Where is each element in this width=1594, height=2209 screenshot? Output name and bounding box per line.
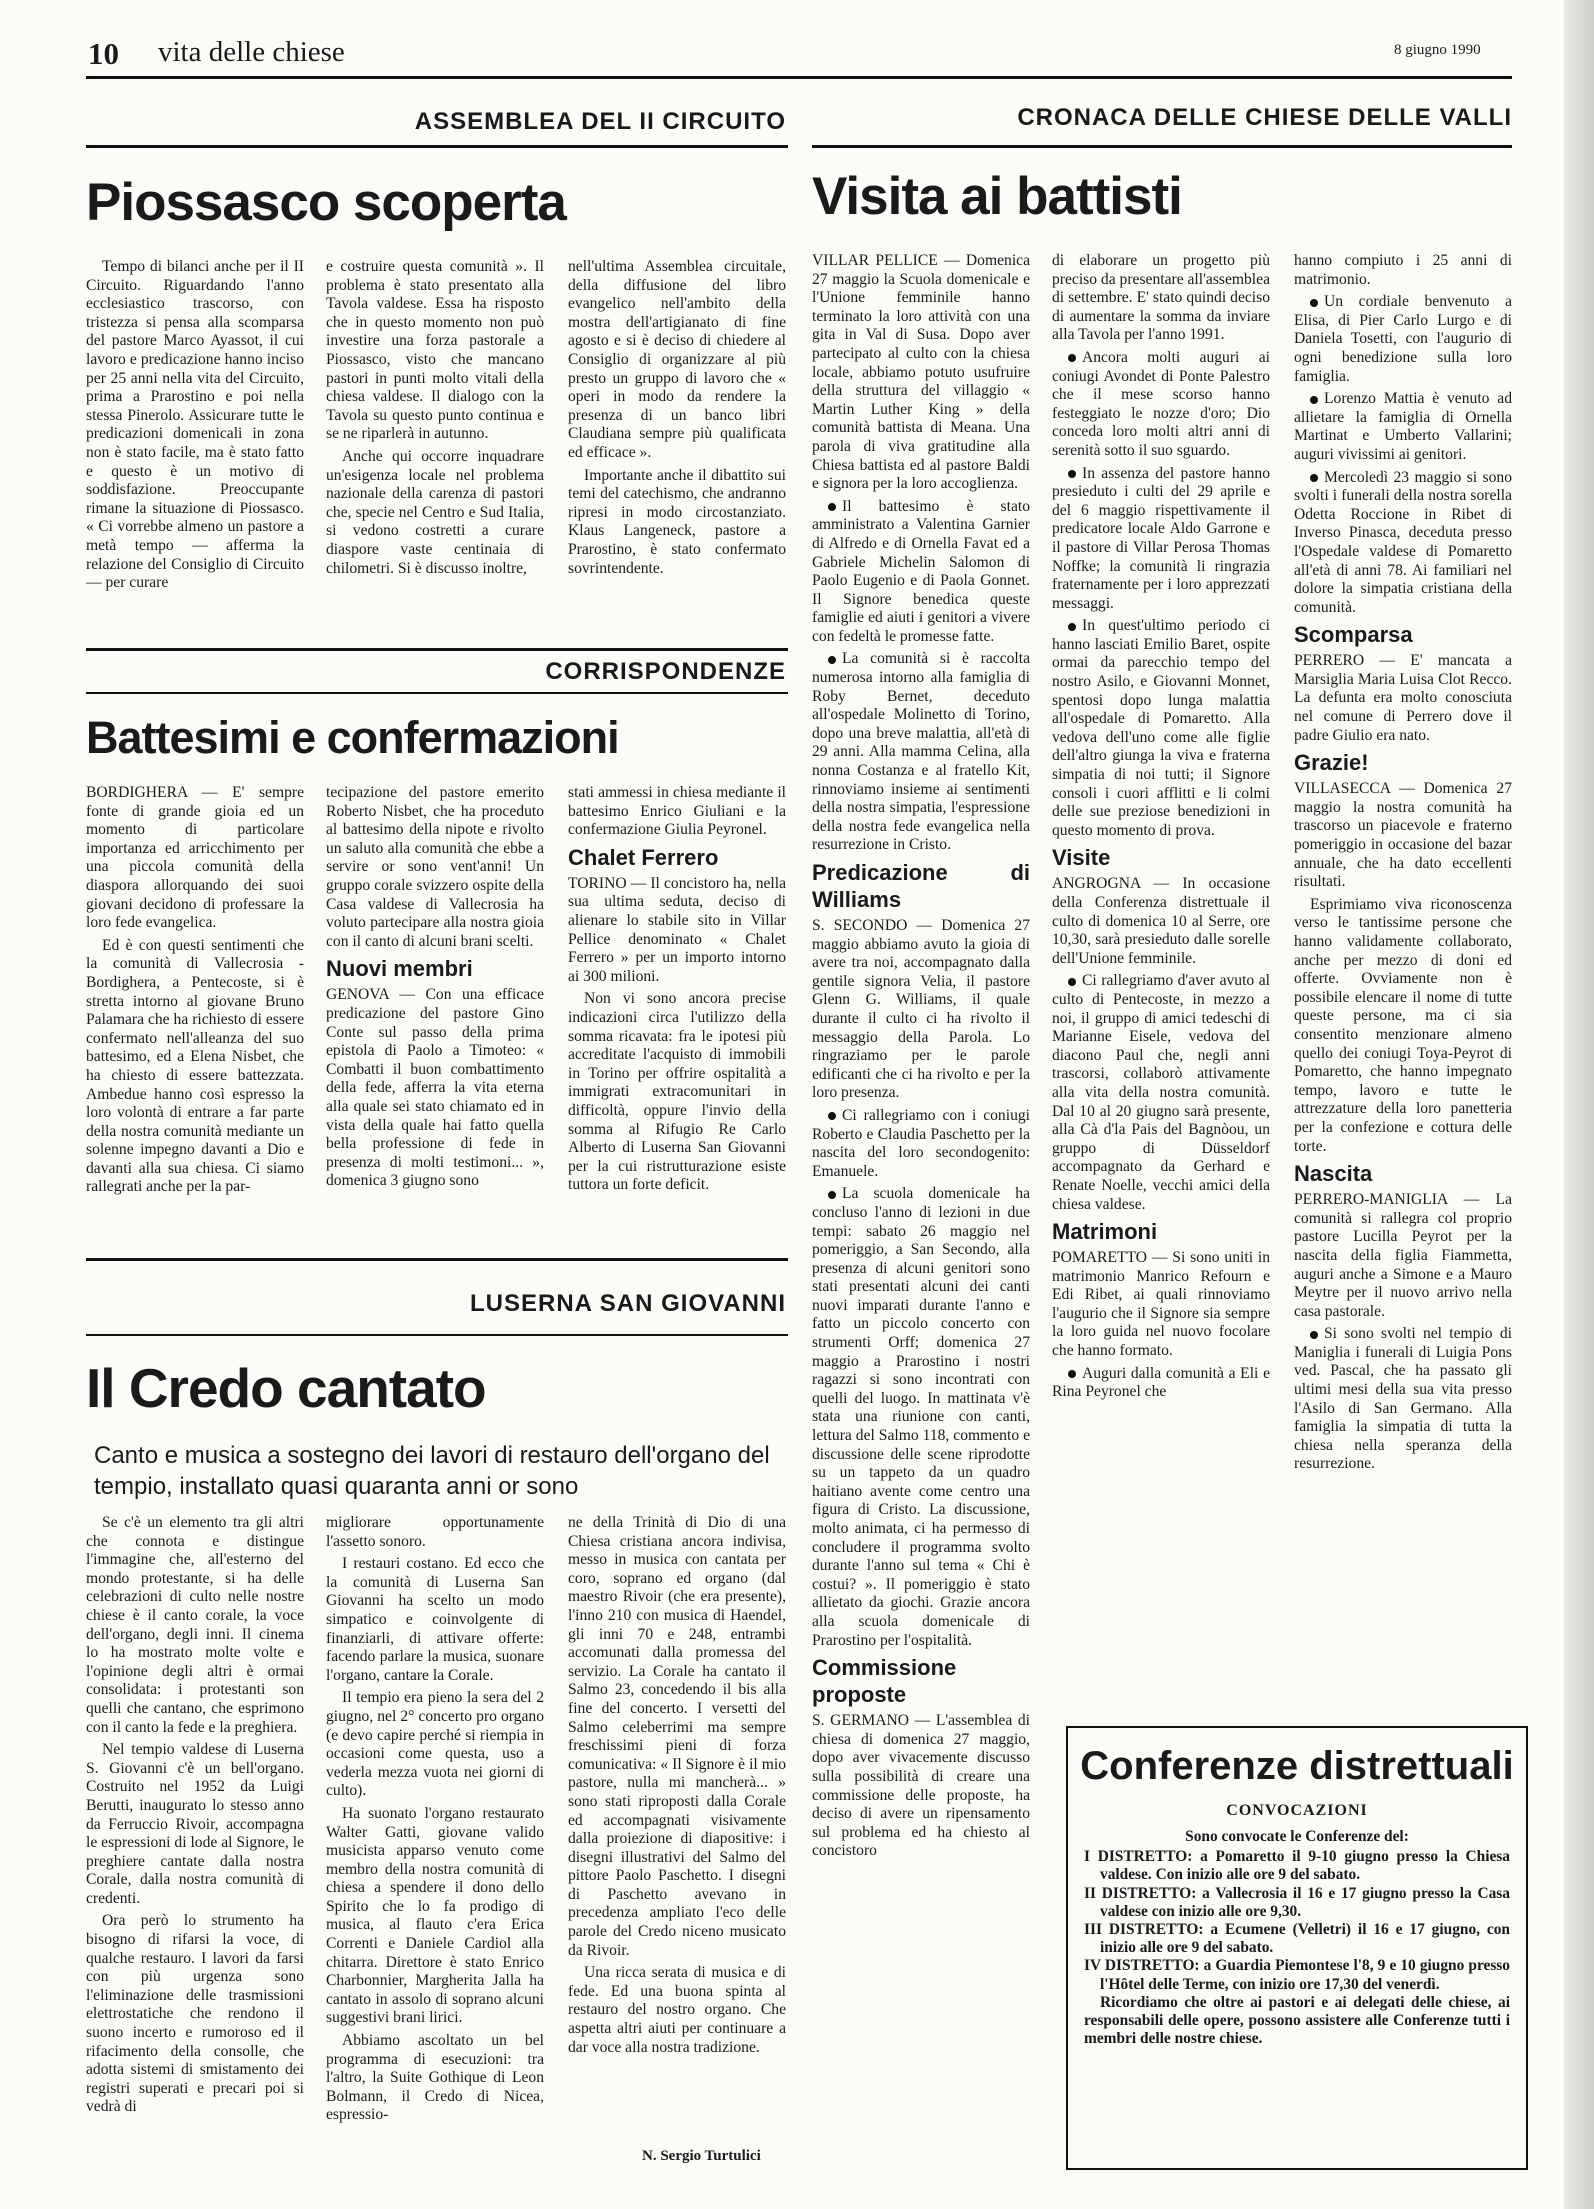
rule-luserna <box>86 1334 788 1336</box>
bullet-icon <box>1310 299 1318 307</box>
kicker-luserna: LUSERNA SAN GIOVANNI <box>469 1290 786 1317</box>
subhead-commissione: Commissione proposte <box>812 1655 957 1708</box>
subhead-williams: Predicazione di Williams <box>812 860 1030 912</box>
art4-col1: VILLAR PELLICE — Domenica 27 maggio la Scuola domenicale e l'Unione femminile hanno terminato la loro attività con una gita in Val di Susa. Dopo aver partecipato al culto con la chiesa locale, abbiamo potuto usufruire della struttura del villaggio « Martin Luther King » della comunità battista di Meana. Una parola di viva gratitudine alla Chiesa battista ed al pastore Baldi e signora per la loro accoglienza. Il battesimo è stato amministrato a Valentina Garnier di Alfredo e di Ornella Favat ed a Gabriele Michelin Salomon di Paolo Eugenio e di Paola Gonnet. Il Signore benedica queste famiglie ed aiuti i genitori a vivere con fedeltà le promesse fatte. La comunità si è raccolta numerosa intorno alla famiglia di Roby Bernet, deceduto all'ospedale Molinetto di Torino, dopo una breve malattia, all'età di 29 anni. Alla mamma Celina, alla nonna Costanza e al fratello Kit, rinnoviamo insieme ai sentimenti della nostra simpatia, l'espressione della nostra fede evangelica nella resurrezione in Cristo. Predicazione di Williams S. SECONDO — Domenica 27 maggio abbiamo avuto la gioia di avere tra noi, accompagnato dalla gentile signora Velia, il pastore Glenn G. Williams, il quale durante il culto ci ha rivolto il messaggio della Parola. Lo ringraziamo per le parole edificanti che ci ha rivolto e per la loro presenza. Ci rallegriamo con i coniugi Roberto e Claudia Paschetto per la nascita del loro secondogenito: Emanuele. La scuola domenicale ha concluso l'anno di lezioni in due tempi: sabato 26 maggio nel pomeriggio, a San Secondo, alla presenza di alcuni genitori sono stati presentati alcuni dei canti nuovi imparati durante l'anno e fatto un piccolo concerto con strumenti Orff; domenica 27 maggio a Prarostino i nostri ragazzi si sono incontrati con quelli del luogo. In mattinata v'è stata una riunione con canti, lettura del Salmo 118, commento e discussione delle scene riprodotte su un tappeto da un quadro haitiano avente come centro una figura di Cristo. La discussione, molto animata, ci ha permesso di concludere il programma svolto durante l'anno sul tema « Chi è costui? ». Il pomeriggio è stato allietato da giochi. Grazie ancora alla scuola domenicale di Prarostino per l'ospitalità. Commissione proposte S. GERMANO — L'assemblea di chiesa di domenica 27 maggio, dopo aver vivacemente discusso sulla possibilità di creare una commissione delle proposte, ha deciso di avere un ripensamento sul problema ed ha chiesto al concistoro <box>812 252 1030 1860</box>
issue-date: 8 giugno 1990 <box>1394 42 1481 58</box>
subhead-nascita: Nascita <box>1294 1161 1373 1187</box>
rule-luserna-top <box>86 1258 788 1261</box>
bullet-icon <box>1068 1370 1076 1378</box>
rule-corrispondenze <box>86 692 788 694</box>
headline-credo: Il Credo cantato <box>86 1357 486 1419</box>
page-number: 10 <box>88 36 119 71</box>
bullet-icon <box>1310 474 1318 482</box>
subhead-chalet-ferrero: Chalet Ferrero <box>568 844 719 870</box>
bullet-icon <box>1310 396 1318 404</box>
art3-col1: Se c'è un elemento tra gli altri che connota e distingue l'immagine che, all'esterno del mondo protestante, si ha delle celebrazioni di culto nelle nostre chiese è il canto corale, la voce dell'organo, degli inni. Il cinema lo ha mostrato molte volte e l'opinione degli altri è ormai consolidata: i protestanti son quelli che cantano, che esprimono con il canto la fede e la preghiera. Nel tempio valdese di Luserna S. Giovanni c'è un bell'organo. Costruito nel 1952 da Luigi Berutti, inaugurato lo stesso anno da Ferruccio Rivoir, accompagna le espressioni di lode al Signore, le preghiere cantate dalla nostra Corale, dalla nostra comunità di credenti. Ora però lo strumento ha bisogno di rifarsi la voce, di qualche restauro. I lavori da farsi con più urgenza sono l'eliminazione delle trasmissioni elettrostatiche che rendono il suono incerto e rumoroso ed il rifacimento della consolle, che adotta sistemi di smistamento dei registri superati e precari poi si vedrà di <box>86 1514 304 2116</box>
subhead-matrimoni: Matrimoni <box>1052 1219 1158 1245</box>
bullet-icon <box>828 656 836 664</box>
bullet-icon <box>1310 1331 1318 1339</box>
kicker-assemblea: ASSEMBLEA DEL II CIRCUITO <box>414 108 786 135</box>
subhead-grazie: Grazie! <box>1294 750 1369 776</box>
art2-col2: tecipazione del pastore emerito Roberto Nisbet, che ha proceduto al battesimo della nipote e rivolto un saluto alla comunità che ebbe a servire or sono vent'anni! Un gruppo corale svizzero ospite della Casa valdese di Vallecrosia ha voluto partecipare alla nostra gioia con il canto di alcuni brani scelti. Nuovi membri GENOVA — Con una efficace predicazione del pastore Gino Conte sul passo della prima epistola di Paolo a Timoteo: « Combatti il buon combattimento della fede, afferra la vita eterna alla quale sei stato chiamato ed in vista della quale hai fatto quella bella professione di fede in presenza di molti testimoni... », domenica 3 giugno sono <box>326 784 544 1190</box>
conferenze-box <box>1066 1726 1528 2170</box>
art4-col2: di elaborare un progetto più preciso da presentare all'assemblea di settembre. E' stato quindi deciso di aumentare la somma da inviare alla Tavola per l'anno 1991. Ancora molti auguri ai coniugi Avondet di Ponte Palestro che il mese scorso hanno festeggiato le nozze d'oro; Dio conceda loro molti altri anni di serenità sotto il suo sguardo. In assenza del pastore hanno presieduto i culti del 29 aprile e del 6 maggio rispettivamente il predicatore locale Aldo Garrone e il pastore di Villar Perosa Thomas Noffke; la comunità li ringrazia fraternamente per i loro apprezzati messaggi. In quest'ultimo periodo ci hanno lasciati Emilio Baret, ospite ormai da parecchio tempo del nostro Asilo, e Giovanni Monnet, spentosi dopo lunga malattia all'ospedale di Pomaretto. Alla vedova dell'uno come alle figlie dell'altro giunga la viva e fraterna simpatia di noi tutti; il Signore consoli i cuori afflitti e li colmi delle sue preziose benedizioni in questo momento di prova. Visite ANGROGNA — In occasione della Conferenza distrettuale il culto di domenica 10 al Serre, ore 10,30, sarà presieduto dalle sorelle dell'Unione femminile. Ci rallegriamo d'aver avuto al culto di Pentecoste, in mezzo a noi, il gruppo di amici tedeschi di Marianne Eisele, vedova del diacono Paul che, negli anni trascorsi, collaborò attivamente alla vita della nostra comunità. Dal 10 al 20 giugno sarà presente, alla Cà d'la Pais del Bagnòou, un gruppo di Düsseldorf accompagnato da Gerhard e Renate Noelle, vecchi amici della chiesa valdese. Matrimoni POMARETTO — Si sono uniti in matrimonio Manrico Refourn e Edi Ribet, ai quali rinnoviamo l'augurio che il Signore sia sempre la loro guida nel nuovo focolare che hanno formato. Auguri dalla comunità a Eli e Rina Peyronel che <box>1052 252 1270 1401</box>
box-title: Conferenze distrettuali <box>1080 1744 1514 1788</box>
subhead-nuovi-membri: Nuovi membri <box>326 956 473 982</box>
section-title: vita delle chiese <box>158 36 345 68</box>
box-subtitle: CONVOCAZIONI <box>1226 1802 1368 1819</box>
art2-col3: stati ammessi in chiesa mediante il battesimo Enrico Giuliani e la confermazione Giulia Peyronel. Chalet Ferrero TORINO — Il concistoro ha, nella sua ultima seduta, deciso di alienare lo stabile sito in Villar Pellice denominato « Chalet Ferrero » per un importo intorno ai 300 milioni. Non vi sono ancora precise indicazioni circa l'utilizzo della somma ricavata: fra le ipotesi più accreditate l'acquisto di immobili in Torino per offrire ospitalità a immigrati extracomunitari in difficoltà, oppure l'invio della somma al Rifugio Re Carlo Alberto di Luserna San Giovanni per la cui ristrutturazione esiste tuttora un forte deficit. <box>568 784 786 1194</box>
kicker-cronaca: CRONACA DELLE CHIESE DELLE VALLI <box>1017 104 1512 131</box>
headline-visita: Visita ai battisti <box>812 167 1182 226</box>
kicker-corrispondenze: CORRISPONDENZE <box>545 658 786 685</box>
bullet-icon <box>1068 978 1076 986</box>
signature-turtulici: N. Sergio Turtulici <box>642 2148 761 2164</box>
art1-col3: nell'ultima Assemblea circuitale, della diffusione del libro evangelico nell'ambito della mostra dell'artigianato di fine agosto e si è deciso di chiedere al Consiglio di organizzare al più presto un gruppo di lavoro che « operi in modo da rendere la presenza di un banco libri Claudiana sempre più qualificata ed efficace ». Importante anche il dibattito sui temi del catechismo, che andranno ripresi in modo circostanziato. Klaus Langeneck, pastore a Prarostino, è stato confermato sovrintendente. <box>568 258 786 577</box>
bullet-icon <box>828 1112 836 1120</box>
art1-col1: Tempo di bilanci anche per il II Circuito. Riguardando l'anno ecclesiastico trascorso, con tristezza si pensa alla scomparsa del pastore Marco Ayassot, il cui lavoro e predicazione hanno inciso per 25 anni nella vita del Circuito, prima a Prarostino e poi nella stessa Pinerolo. Assicurare tutte le predicazioni domenicali in zona non è stato facile, ma è stato fatto e questo è un motivo di soddisfazione. Preoccupante rimane la situazione di Piossasco. « Ci vorrebbe almeno un pastore a metà tempo — afferma la relazione del Consiglio di Circuito — per curare <box>86 258 304 592</box>
headline-battesimi: Battesimi e confermazioni <box>86 712 619 763</box>
rule-art4 <box>812 145 1512 148</box>
bullet-icon <box>1068 623 1076 631</box>
rule-corrispondenze-top <box>86 648 788 651</box>
subtitle-credo: Canto e musica a sostegno dei lavori di restauro dell'organo del tempio, installato quasi quaranta anni or sono <box>94 1442 770 1500</box>
box-text: Sono convocate le Conferenze del: I DISTRETTO: a Pomaretto il 9-10 giugno presso la Chiesa valdese. Con inizio alle ore 9 del sabato. II DISTRETTO: a Vallecrosia il 16 e 17 giugno presso la Casa valdese con inizio alle ore 9,30. III DISTRETTO: a Ecumene (Velletri) il 16 e 17 giugno, con inizio alle ore 9 del sabato. IV DISTRETTO: a Guardia Piemontese l'8, 9 e 10 giugno presso l'Hôtel delle Terme, con inizio ore 17,30 del venerdì. Ricordiamo che oltre ai pastori e ai delegati delle chiese, ai responsabili delle opere, possono assistere alle Conferenze tutti i membri delle nostre chiese. <box>1084 1828 1510 2048</box>
subhead-scomparsa: Scomparsa <box>1294 622 1413 648</box>
art4-col3: hanno compiuto i 25 anni di matrimonio. Un cordiale benvenuto a Elisa, di Pier Carlo Lurgo e di Daniela Tosetti, con l'augurio di ogni benedizione sulla loro famiglia. Lorenzo Mattia è venuto ad allietare la famiglia di Ornella Martinat e Umberto Vallarini; auguri vivissimi ai genitori. Mercoledì 23 maggio si sono svolti i funerali della nostra sorella Odetta Roccione in Ribet di Inverso Pinasca, deceduta presso l'Ospedale valdese di Pomaretto all'età di anni 78. Ai familiari nel dolore la simpatia cristiana della comunità. Scomparsa PERRERO — E' mancata a Marsiglia Maria Luisa Clot Recco. La defunta era molto conosciuta nel comune di Perrero dove il padre Giulio era nato. Grazie! VILLASECCA — Domenica 27 maggio la nostra comunità ha trascorso un piacevole e fraterno pomeriggio in occasione del bazar annuale, che ha dato eccellenti risultati. Esprimiamo viva riconoscenza verso le tantissime persone che hanno validamente collaborato, anche per mezzo di doni ed offerte. Ovviamente non è possibile elencare il nome di tutte queste persone, ma ci sia consentito menzionare almeno quello dei coniugi Toya-Peyrot di Pomaretto, che hanno impegnato tempo, lavoro e tutte le attrezzature della loro panetteria per la confezione e cottura delle torte. Nascita PERRERO-MANIGLIA — La comunità si rallegra col proprio pastore Lucilla Peyrot per la nascita della figlia Fiammetta, auguri anche a Simone e a Mauro Meytre per il nuovo arrivo nella casa pastorale. Si sono svolti nel tempio di Maniglia i funerali di Luigia Pons ved. Pascal, che ha passato gli ultimi mesi della sua vita presso l'Asilo di San Germano. Alla famiglia la simpatia di tutta la chiesa nella speranza della resurrezione. <box>1294 252 1512 1473</box>
page-edge-shadow <box>1564 0 1594 2209</box>
header-rule <box>86 76 1512 79</box>
bullet-icon <box>828 503 836 511</box>
bullet-icon <box>828 1191 836 1199</box>
art2-col1: BORDIGHERA — E' sempre fonte di grande gioia ed un momento di particolare importanza ed arricchimento per una piccola comunità della diaspora allorquando dei suoi giovani decidono di professare la loro fede evangelica. Ed è con questi sentimenti che la comunità di Vallecrosia - Bordighera, a Pentecoste, si è stretta intorno al giovane Bruno Palamara che ha richiesto di essere confermato nell'alleanza del suo battesimo, ed a Elena Nisbet, che ha chiesto di essere battezzata. Ambedue hanno così espresso la loro volontà di entrare a far parte della nostra comunità mediante un solenne impegno davanti a Dio e davanti alla sua chiesa. Ci siamo rallegrati anche per la par- <box>86 784 304 1196</box>
art3-col3: ne della Trinità di Dio di una Chiesa cristiana ancora indivisa, messo in musica con cantata per coro, soprano ed organo (dal maestro Rivoir (che era presente), l'inno 210 con musica di Haendel, gli inni 70 e 248, entrambi accomunati dalla promessa del servizio. La Corale ha cantato il Salmo 23, concedendo il bis alla fine del concerto. I versetti del Salmo celeberrimi ma sempre freschissimi pieni di forza comunicativa: « Il Signore è il mio pastore, nulla mi mancherà... » sono stati riproposti dalla Corale ed accompagnati visivamente dalla proiezione di diapositive: i disegni illustrativi del Salmo del pittore Paolo Paschetto. I disegni di Paschetto avevano in precedenza ampliato l'eco delle parole del Credo niceno musicato da Rivoir. Una ricca serata di musica e di fede. Ed una buona spinta al restauro del nostro organo. Che aspetta altri aiuti per continuare a dar voce alla nostra tradizione. <box>568 1514 786 2056</box>
rule-art1 <box>86 145 788 148</box>
bullet-icon <box>1068 354 1076 362</box>
art1-col2: e costruire questa comunità ». Il problema è stato presentato alla Tavola valdese. Essa ha risposto che in questo momento non può investire una forza pastorale a Piossasco, visto che mancano pastori in punti molto vitali della chiesa valdese. Il dialogo con la Tavola su questo punto continua e se ne riparlerà in autunno. Anche qui occorre inquadrare un'esigenza locale nel problema nazionale della carenza di pastori che, specie nel Centro e Sud Italia, si vedono costretti a curare diaspore vaste centinaia di chilometri. Si è discusso inoltre, <box>326 258 544 577</box>
subhead-visite: Visite <box>1052 845 1111 871</box>
art3-col2: migliorare opportunamente l'assetto sonoro. I restauri costano. Ed ecco che la comunità di Luserna San Giovanni ha scelto un modo simpatico e coinvolgente di finanziarli, di attivare offerte: facendo parlare la musica, suonare l'organo, cantare la Corale. Il tempio era pieno la sera del 2 giugno, nel 2° concerto pro organo (e devo capire perché si riempia in occasioni come questa, uso a vederla mezza vuota nei giorni di culto). Ha suonato l'organo restaurato Walter Gatti, giovane valido musicista apparso venuto come membro della nostra comunità di chiesa a spendere il dono dello Spirito che lo fa prodigo di musica, al flauto c'era Erica Correnti e Daniele Cardiol alla chitarra. Direttore è stato Enrico Charbonnier, Margherita Jalla ha cantato in assolo di soprano alcuni suggestivi brani lirici. Abbiamo ascoltato un bel programma di esecuzioni: tra l'altro, la Suite Gothique di Leon Bolmann, il Credo di Nicea, espressio- <box>326 1514 544 2124</box>
headline-piossasco: Piossasco scoperta <box>86 173 566 232</box>
bullet-icon <box>1068 470 1076 478</box>
